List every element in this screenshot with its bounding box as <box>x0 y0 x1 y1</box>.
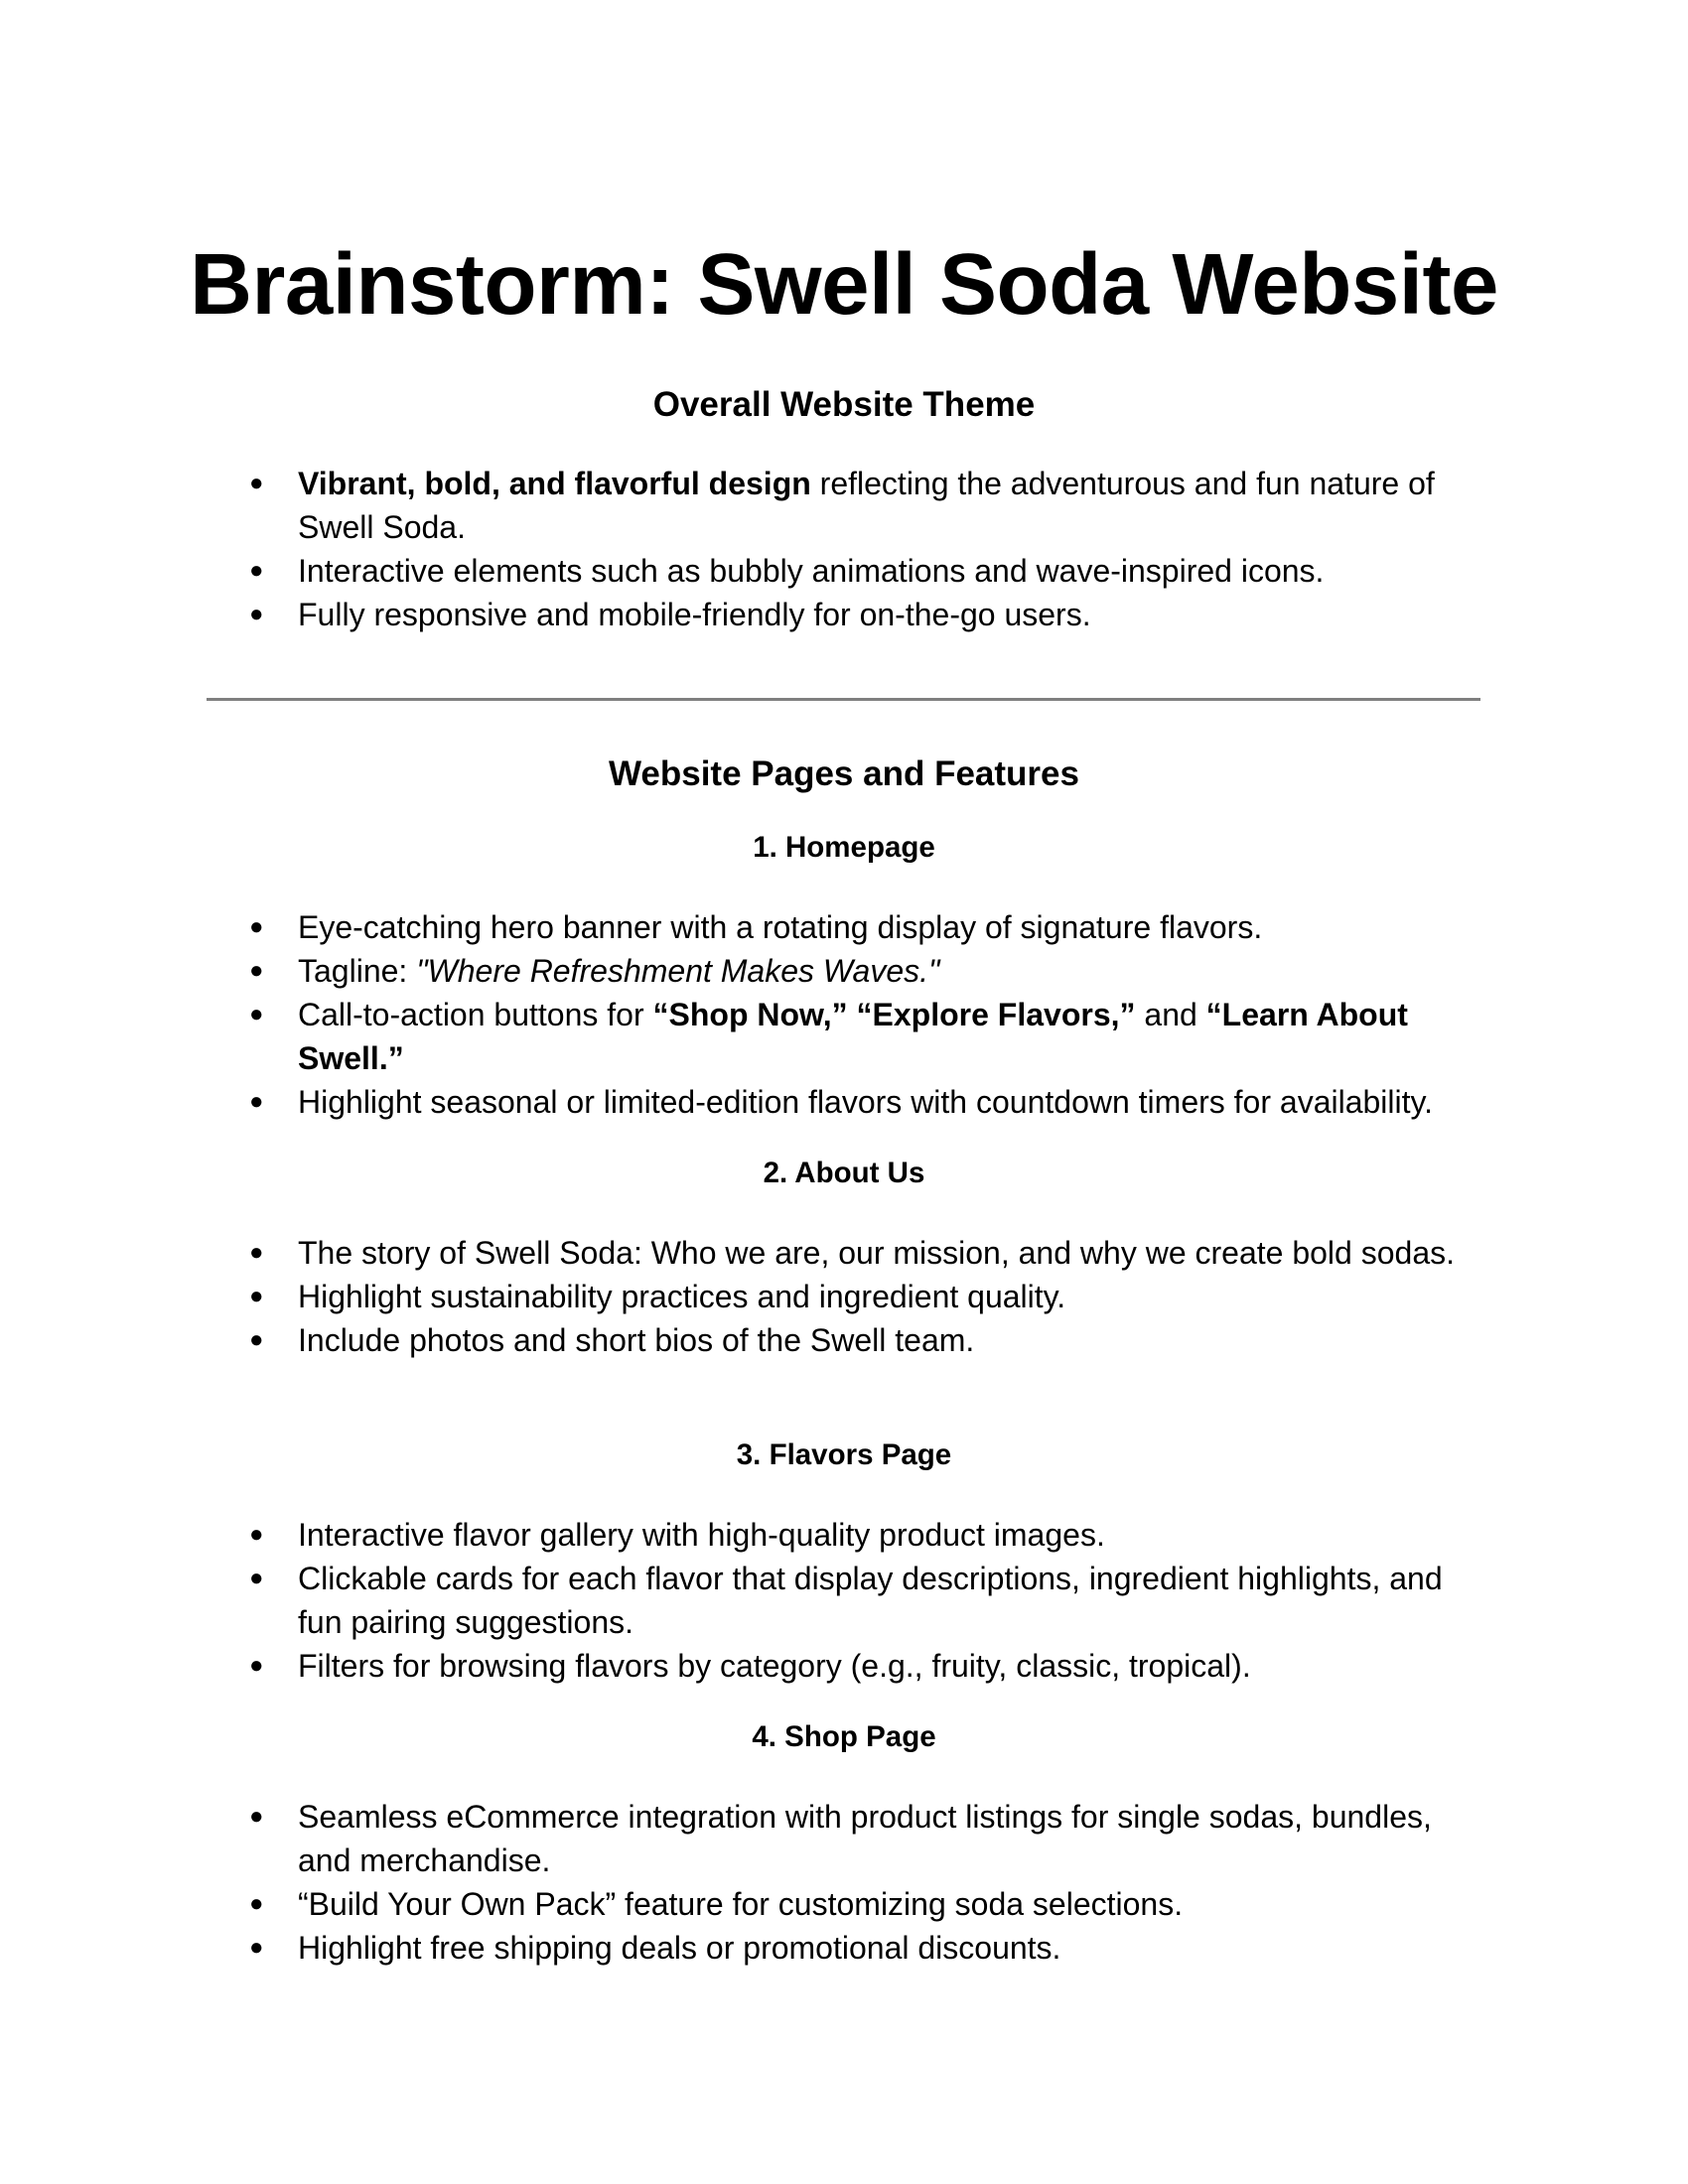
list-item-text: Highlight free shipping deals or promotional discounts. <box>298 1930 1061 1966</box>
list-item: ● Include photos and short bios of the Swell team. <box>249 1322 975 1358</box>
about-us-heading: 2. About Us <box>763 1157 925 1189</box>
list-item: ● Eye-catching hero banner with a rotating display of signature flavors. <box>249 909 1263 945</box>
list-item-text: The story of Swell Soda: Who we are, our mission, and why we create bold sodas. <box>298 1235 1455 1271</box>
list-item-text: Clickable cards for each flavor that display descriptions, ingredient highlights, and fun pairing suggestions. <box>298 1561 1443 1640</box>
homepage-list <box>0 905 1688 1124</box>
list-item-text: Fully responsive and mobile-friendly for on-the-go users. <box>298 597 1091 632</box>
flavors-page-heading: 3. Flavors Page <box>736 1438 952 1471</box>
list-item-text: reflecting the adventurous and fun nature of Swell Soda. <box>298 466 1435 545</box>
list-item: ● Filters for browsing flavors by category (e.g., fruity, classic, tropical). <box>249 1648 1251 1684</box>
bold-phrase: “Learn About Swell.” <box>298 997 1408 1076</box>
list-item-text: Seamless eCommerce integration with product listings for single sodas, bundles, and merchandise. <box>298 1799 1432 1878</box>
shop-page-heading: 4. Shop Page <box>752 1720 936 1753</box>
list-item: ● Tagline: "Where Refreshment Makes Waves." <box>249 953 940 989</box>
list-item-text: Highlight sustainability practices and ingredient quality. <box>298 1279 1066 1314</box>
list-item-text: Eye-catching hero banner with a rotating display of signature flavors. <box>298 909 1263 945</box>
list-item-text: Call-to-action buttons for <box>298 997 653 1032</box>
list-item: ● Call-to-action buttons for “Shop Now,” “Explore Flavors,” and “Learn About Swell.” <box>249 997 1408 1076</box>
pages-features-heading: Website Pages and Features <box>609 754 1079 793</box>
list-item: ● Vibrant, bold, and flavorful design reflecting the adventurous and fun nature of Swell Soda. <box>249 466 1435 545</box>
list-item-text: Interactive flavor gallery with high-quality product images. <box>298 1517 1105 1553</box>
about-us-list <box>0 1231 1688 1362</box>
list-item-text: Interactive elements such as bubbly animations and wave-inspired icons. <box>298 553 1325 589</box>
bold-phrase: “Shop Now,” “Explore Flavors,” <box>652 997 1136 1032</box>
list-item-text: and <box>1135 997 1206 1032</box>
list-item: ● The story of Swell Soda: Who we are, our mission, and why we create bold sodas. <box>249 1235 1455 1271</box>
shop-page-list <box>0 1795 1688 1970</box>
list-item: ● Clickable cards for each flavor that display descriptions, ingredient highlights, and fun pairing suggestions. <box>249 1561 1443 1640</box>
list-item-text: Include photos and short bios of the Swell team. <box>298 1322 975 1358</box>
list-item-text: Highlight seasonal or limited-edition flavors with countdown timers for availability. <box>298 1084 1434 1120</box>
list-item: ● Highlight seasonal or limited-edition flavors with countdown timers for availability. <box>249 1084 1434 1120</box>
flavors-page-list <box>0 1513 1688 1688</box>
list-item-text: Filters for browsing flavors by category (e.g., fruity, classic, tropical). <box>298 1648 1251 1684</box>
list-item: ● “Build Your Own Pack” feature for customizing soda selections. <box>249 1886 1184 1922</box>
tagline-text: "Where Refreshment Makes Waves." <box>416 953 940 989</box>
overall-theme-list <box>0 462 1688 636</box>
list-item: ● Fully responsive and mobile-friendly for on-the-go users. <box>249 597 1091 632</box>
horizontal-divider <box>207 698 1480 701</box>
list-item: ● Seamless eCommerce integration with product listings for single sodas, bundles, and merchandise. <box>249 1799 1432 1878</box>
list-item-text: “Build Your Own Pack” feature for customizing soda selections. <box>298 1886 1184 1922</box>
list-item: ● Highlight sustainability practices and ingredient quality. <box>249 1279 1066 1314</box>
document-title: Brainstorm: Swell Soda Website <box>190 236 1498 333</box>
list-item-text: Tagline: <box>298 953 417 989</box>
overall-theme-heading: Overall Website Theme <box>652 385 1036 424</box>
list-item: ● Interactive flavor gallery with high-quality product images. <box>249 1517 1105 1553</box>
list-item: ● Interactive elements such as bubbly animations and wave-inspired icons. <box>249 553 1325 589</box>
homepage-heading: 1. Homepage <box>753 831 935 864</box>
list-item: ● Highlight free shipping deals or promotional discounts. <box>249 1930 1061 1966</box>
bold-phrase: Vibrant, bold, and flavorful design <box>298 466 811 501</box>
